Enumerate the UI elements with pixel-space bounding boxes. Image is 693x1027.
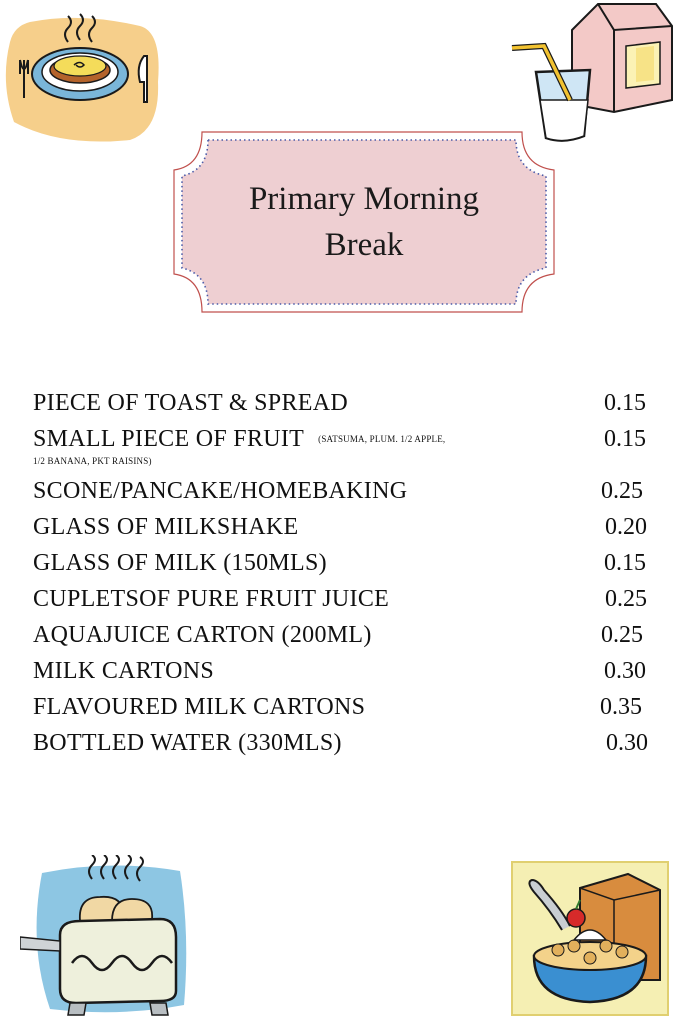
item-price: 0.15 (604, 390, 646, 416)
item-price: 0.30 (606, 730, 648, 756)
item-note-continued: 1/2 BANANA, PKT RAISINS) (33, 456, 152, 466)
list-item (33, 512, 658, 548)
item-price: 0.25 (601, 622, 643, 648)
title-line-2: Break (324, 227, 404, 263)
list-item (33, 692, 658, 728)
item-label: MILK CARTONS (33, 658, 215, 684)
item-label: AQUAJUICE CARTON (200ML) (33, 622, 372, 648)
item-price: 0.30 (604, 658, 646, 684)
item-label: GLASS OF MILK (150MLS) (33, 550, 327, 576)
price-list (33, 388, 658, 764)
item-label: BOTTLED WATER (330MLS) (33, 730, 342, 756)
item-label: FLAVOURED MILK CARTONS (33, 694, 366, 720)
item-label: SMALL PIECE OF FRUIT (33, 426, 305, 452)
item-price: 0.20 (605, 514, 647, 540)
item-price: 0.25 (601, 478, 643, 504)
list-item (33, 656, 658, 692)
item-label: CUPLETSOF PURE FRUIT JUICE (33, 586, 390, 612)
item-note: (SATSUMA, PLUM. 1/2 APPLE, (318, 434, 446, 444)
item-price: 0.15 (604, 550, 646, 576)
item-price: 0.15 (604, 426, 646, 452)
item-price: 0.25 (605, 586, 647, 612)
item-price: 0.35 (600, 694, 642, 720)
item-label: PIECE OF TOAST & SPREAD (33, 390, 348, 416)
list-item (33, 620, 658, 656)
list-item (33, 548, 658, 584)
toaster-icon (20, 855, 196, 1023)
title-banner (172, 130, 556, 314)
list-item (33, 476, 658, 512)
list-item (33, 728, 658, 764)
title-line-1: Primary Morning (248, 181, 480, 217)
pancake-breakfast-icon (0, 12, 162, 144)
milk-carton-glass-icon (508, 0, 686, 148)
list-item (33, 424, 658, 476)
item-label: GLASS OF MILKSHAKE (33, 514, 299, 540)
list-item (33, 388, 658, 424)
item-label-with-note (33, 424, 445, 454)
cereal-bowl-icon (510, 860, 670, 1017)
item-label: SCONE/PANCAKE/HOMEBAKING (33, 478, 408, 504)
list-item (33, 584, 658, 620)
